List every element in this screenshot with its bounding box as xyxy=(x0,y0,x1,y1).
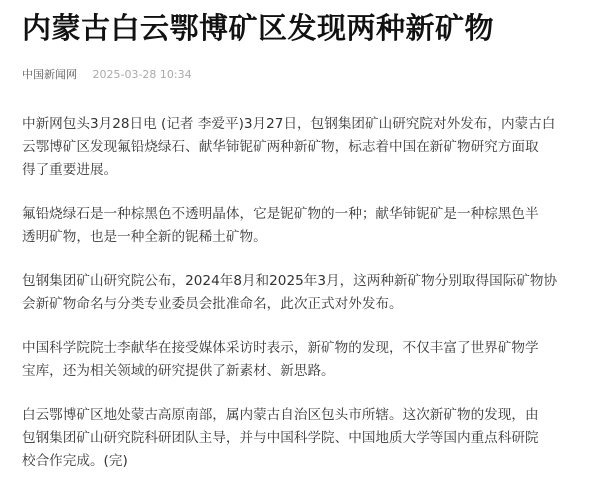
article-meta xyxy=(22,67,581,83)
paragraph-line: 中新网包头3月28日电 (记者 李爱平)3月27日，包钢集团矿山研究院对外发布，内蒙古白 xyxy=(22,116,556,132)
article-paragraph xyxy=(22,337,581,383)
paragraph-line: 包钢集团矿山研究院科研团队主导，并与中国科学院、中国地质大学等国内重点科研院 xyxy=(22,430,539,446)
paragraph-line: 会新矿物命名与分类专业委员会批准命名，此次正式对外发布。 xyxy=(22,296,403,312)
paragraph-line: 氟铅烧绿石是一种棕黑色不透明晶体，它是铌矿物的一种；献华铈铌矿是一种棕黑色半 xyxy=(22,206,539,222)
article-paragraph xyxy=(22,203,581,249)
article-timestamp: 2025-03-28 10:34 xyxy=(92,68,192,81)
paragraph-line: 云鄂博矿区发现氟铅烧绿石、献华铈铌矿两种新矿物，标志着中国在新矿物研究方面取 xyxy=(22,139,539,155)
article-paragraph xyxy=(22,270,581,316)
article-paragraph xyxy=(22,404,581,473)
paragraph-line: 中国科学院院士李献华在接受媒体采访时表示，新矿物的发现，不仅丰富了世界矿物学 xyxy=(22,340,539,356)
paragraph-line: 透明矿物，也是一种全新的铌稀土矿物。 xyxy=(22,229,267,245)
article-source[interactable]: 中国新闻网 xyxy=(22,68,77,81)
article-body xyxy=(22,113,581,473)
paragraph-line: 白云鄂博矿区地处蒙古高原南部，属内蒙古自治区包头市所辖。这次新矿物的发现，由 xyxy=(22,407,539,423)
paragraph-line: 校合作完成。(完) xyxy=(22,453,128,469)
paragraph-line: 宝库，还为相关领域的研究提供了新素材、新思路。 xyxy=(22,363,335,379)
paragraph-line: 包钢集团矿山研究院公布，2024年8月和2025年3月，这两种新矿物分别取得国际矿物协 xyxy=(22,273,558,289)
paragraph-line: 得了重要进展。 xyxy=(22,162,118,178)
article-title: 内蒙古白云鄂博矿区发现两种新矿物 xyxy=(22,11,495,45)
article-paragraph xyxy=(22,113,581,182)
